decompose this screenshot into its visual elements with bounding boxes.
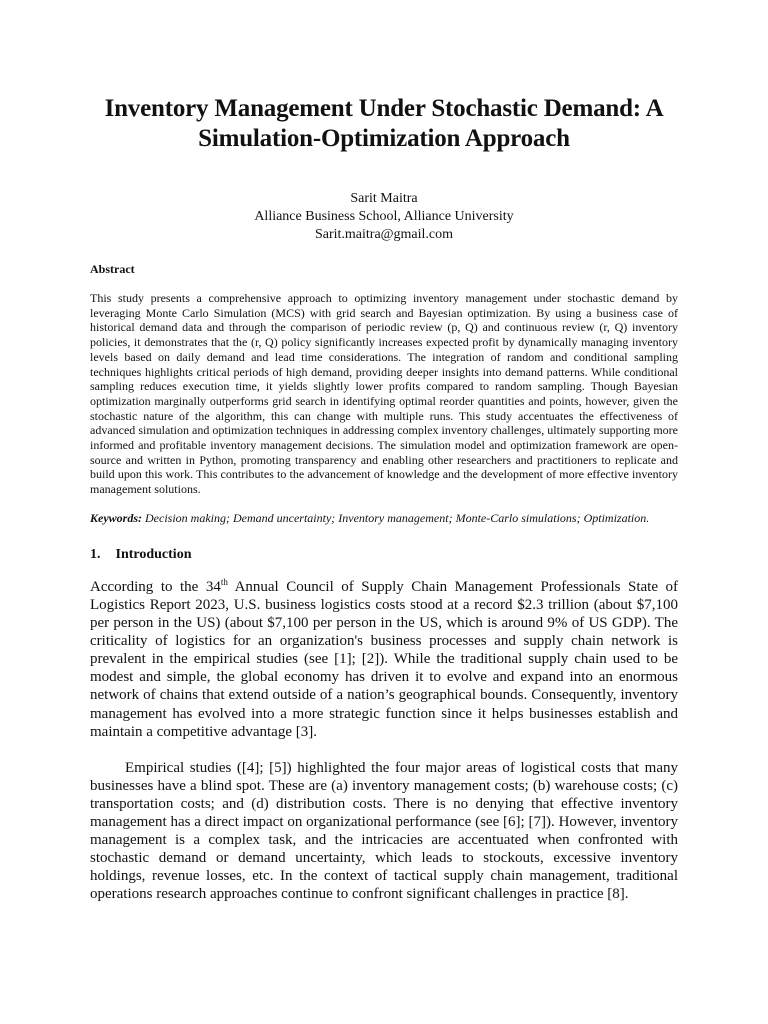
abstract-heading: Abstract: [90, 262, 135, 276]
keywords-label: Keywords:: [90, 510, 142, 525]
paper-title: Inventory Management Under Stochastic Demand: A Simulation-Optimization Approach: [104, 95, 664, 152]
intro-p1-rest: Annual Council of Supply Chain Management Professionals State of Logistics Report 2023, U.S. business logistics costs stood at a record $2.3 trillion (about $7,100 per person in the US) (about $7,100 per person in the US, which is around 9% of US GDP). The criticality of logistics for an organization's business processes and supply chain network is prevalent in the empirical studies (see [1]; [2]). While the traditional supply chain used to be modest and simple, the global economy has driven it to evolve and expand into an enormous network of chains that extend outside of a nation’s geographical bounds. Consequently, inventory management has evolved into a more strategic function since it helps businesses establish and maintain a competitive advantage [3].: [90, 578, 678, 740]
author-name: Sarit Maitra: [350, 191, 418, 206]
keywords: [90, 511, 678, 526]
ordinal-superscript: th: [220, 576, 228, 587]
section-title: Introduction: [115, 546, 192, 562]
intro-paragraph-1: [90, 578, 678, 741]
intro-p1-start: According to the 34: [90, 578, 221, 595]
section-number: 1.: [90, 546, 101, 562]
keywords-list: Decision making; Demand uncertainty; Inventory management; Monte-Carlo simulations; Optimization.: [145, 510, 650, 525]
author-block: [90, 190, 678, 244]
section-heading-introduction: [90, 546, 678, 564]
author-email: Sarit.maitra@gmail.com: [314, 227, 454, 242]
author-affiliation: Alliance Business School, Alliance University: [254, 209, 514, 224]
intro-paragraph-2: Empirical studies ([4]; [5]) highlighted the four major areas of logistical costs that many businesses have a blind spot. These are (a) inventory management costs; (b) warehouse costs; (c) transportation costs; and (d) distribution costs. There is no denying that effective inventory management has a direct impact on organizational performance (see [6]; [7]). However, inventory management is a complex task, and the intricacies are accentuated when confronted with stochastic demand or demand uncertainty, which leads to stockouts, excessive inventory holdings, revenue losses, etc. In the context of tactical supply chain management, traditional operations research approaches continue to confront significant challenges in practice [8].: [90, 759, 678, 903]
abstract-text: This study presents a comprehensive approach to optimizing inventory management under stochastic demand by leveraging Monte Carlo Simulation (MCS) with grid search and Bayesian optimization. By using a business case of historical demand data and through the comparison of periodic review (p, Q) and continuous review (r, Q) inventory policies, it demonstrates that the (r, Q) policy significantly increases expected profit by dynamically managing inventory levels based on daily demand and lead time considerations. The integration of random and conditional sampling techniques highlights critical periods of high demand, providing deeper insights into demand patterns. While conditional sampling reduces execution time, it yields slightly lower profits compared to random sampling. Though Bayesian optimization marginally outperforms grid search in identifying optimal reorder quantities and points, however, given the stochastic nature of the algorithm, this can change with multiple runs. This study accentuates the effectiveness of advanced simulation and optimization techniques in addressing complex inventory challenges, ultimately supporting more informed and profitable inventory management decisions. The simulation model and optimization framework are open-source and written in Python, promoting transparency and enabling other researchers and practitioners to replicate and build upon this work. This contributes to the advancement of knowledge and the development of more effective inventory management solutions.: [90, 291, 678, 497]
